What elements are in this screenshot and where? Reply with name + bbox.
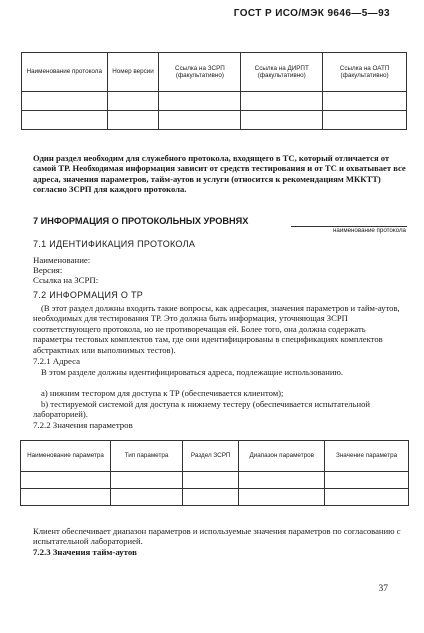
table1-cell <box>159 92 241 111</box>
table2-cell <box>110 472 182 489</box>
table-row <box>21 489 409 506</box>
table2-header-cell: Раздел ЗСРП <box>183 441 239 472</box>
table1-header-cell: Ссылка на ОАТП (факультативно) <box>323 53 407 92</box>
table2-header-cell: Значение параметра <box>325 441 409 472</box>
service-protocol-paragraph: Один раздел необходим для служебного протокола, входящего в ТС, который отличается от самой ТР. Необходимая информация зависит от средств тестирования и от ТС и охватывает все адреса, значения параметров, тайм-аутов и услуги (относится к рекомендациям МККТТ) согласно ЗСРП для каждого протокола. <box>33 153 406 195</box>
table2-cell <box>239 489 325 506</box>
table2-cell <box>21 489 111 506</box>
table2-header-cell: Наименование параметра <box>21 441 111 472</box>
addresses-paragraph: В этом разделе должны идентифицироваться адреса, подлежащие использованию. <box>41 367 344 377</box>
table2-cell <box>239 472 325 489</box>
page-number: 37 <box>378 584 388 594</box>
section-7-title: 7 ИНФОРМАЦИЯ О ПРОТОКОЛЬНЫХ УРОВНЯХ <box>33 216 249 226</box>
parameter-values-table <box>20 440 409 506</box>
table1-cell <box>159 111 241 130</box>
subsection-7-2-3-title: 7.2.3 Значения тайм-аутов <box>33 547 137 557</box>
table1-cell <box>323 111 407 130</box>
table1-header-cell: Наименование протокола <box>22 53 108 92</box>
protocol-reference-table <box>21 52 407 130</box>
table1-cell <box>241 111 323 130</box>
section-7-heading <box>33 216 407 226</box>
protocol-name-field: Наименование: <box>33 255 91 265</box>
table2-cell <box>21 472 111 489</box>
table1-header-cell: Ссылка на ЗСРП (факультативно) <box>159 53 241 92</box>
table2-cell <box>183 472 239 489</box>
subsection-7-1-title: 7.1 ИДЕНТИФИКАЦИЯ ПРОТОКОЛА <box>33 239 196 249</box>
table1-cell <box>22 111 108 130</box>
table-row <box>21 472 409 489</box>
table1-cell <box>241 92 323 111</box>
table-row <box>22 111 407 130</box>
protocol-ref-field: Ссылка на ЗСРП: <box>33 275 99 285</box>
subsection-7-2-1-title: 7.2.1 Адреса <box>33 356 81 366</box>
table2-header-cell: Тип параметра <box>110 441 182 472</box>
standard-header: ГОСТ Р ИСО/МЭК 9646—5—93 <box>233 8 390 19</box>
tr-info-paragraph: (В этот раздел должны входить такие вопросы, как адресация, значения параметров и тайм-аутов, необходимых для тестирования ТР. Это должна быть информация, уточняющая ЗСРП соответствующего протокола, но не противоречащая ей. Более того, она должна содержать параметры тестовых комплектов там, где они идентифицированы в спецификациях комплектов абстрактных или выполнимых тестов). <box>33 303 400 355</box>
subsection-7-2-2-title: 7.2.2 Значения параметров <box>33 420 133 430</box>
table1-header-cell: Номер версии <box>107 53 159 92</box>
table1-header-cell: Ссылка на ДИРПТ (факультативно) <box>241 53 323 92</box>
table2-cell <box>183 489 239 506</box>
table1-cell <box>107 111 159 130</box>
table2-cell <box>110 489 182 506</box>
protocol-version-field: Версия: <box>33 265 63 275</box>
table2-cell <box>325 472 409 489</box>
table1-cell <box>107 92 159 111</box>
address-item-a: а) нижним тестором для доступа к ТР (обеспечивается клиентом); <box>41 388 284 398</box>
table2-header-cell: Диапазон параметров <box>239 441 325 472</box>
address-item-b: b) тестируемой системой для доступа к нижнему тестеру (обеспечивается испытательной лабораторией). <box>33 399 370 420</box>
table1-cell <box>323 92 407 111</box>
table1-cell <box>22 92 108 111</box>
subsection-7-2-title: 7.2 ИНФОРМАЦИЯ О ТР <box>33 290 144 300</box>
table-row <box>22 92 407 111</box>
table2-cell <box>325 489 409 506</box>
section-7-note: наименование протокола <box>333 227 406 234</box>
client-parameters-paragraph: Клиент обеспечивает диапазон параметров и используемые значения параметров по согласованию с испытательной лабораторией. <box>33 526 401 547</box>
